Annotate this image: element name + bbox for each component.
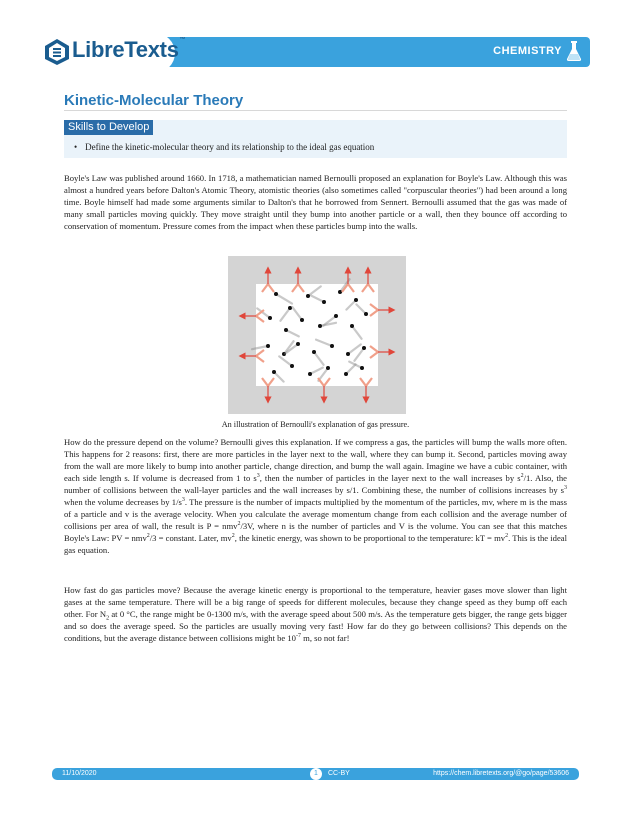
section-label[interactable]: CHEMISTRY bbox=[493, 45, 562, 57]
gas-particle bbox=[326, 366, 330, 370]
gas-particle bbox=[364, 312, 368, 316]
flask-icon bbox=[566, 41, 582, 61]
bernoulli-figure bbox=[228, 256, 406, 414]
logo-text[interactable] bbox=[72, 37, 185, 63]
footer-license[interactable]: CC-BY bbox=[328, 770, 350, 777]
gas-particle bbox=[308, 372, 312, 376]
gas-particle bbox=[288, 306, 292, 310]
skills-heading: Skills to Develop bbox=[64, 120, 153, 135]
gas-particle bbox=[312, 350, 316, 354]
gas-particle bbox=[350, 324, 354, 328]
gas-particle bbox=[272, 370, 276, 374]
gas-particle bbox=[290, 364, 294, 368]
gas-particle bbox=[306, 294, 310, 298]
gas-particle bbox=[268, 316, 272, 320]
footer-url[interactable]: https://chem.libretexts.org/@go/page/53606 bbox=[433, 770, 569, 777]
logo-name: LibreTexts bbox=[72, 37, 179, 62]
footer-page-number: 1 bbox=[310, 768, 322, 780]
skills-box bbox=[64, 120, 567, 158]
gas-particle bbox=[344, 372, 348, 376]
gas-particle bbox=[274, 292, 278, 296]
page-footer bbox=[52, 768, 579, 780]
gas-particle bbox=[360, 366, 364, 370]
paragraph-intro: Boyle's Law was published around 1660. In 1718, a mathematician named Bernoulli proposed an explanation for Boyle's Law. Although this was almost a hundred years before Dalton's Atomic Theory, atomistic theories (also sometimes called "corpuscular theories") had been around a long time. Boyle himself had made some arguments similar to Dalton's that he borrowed from Sennert. Bernoulli assumed that the gas was made of many small particles moving quickly. They move straight until they bump into another particle or a wall, then they bounce off according to conservation of momentum. Pressure comes from the impact when these particles bump into the walls. bbox=[64, 173, 567, 231]
gas-particle bbox=[266, 344, 270, 348]
gas-particle bbox=[362, 346, 366, 350]
skills-item: • Define the kinetic-molecular theory and its relationship to the ideal gas equation bbox=[74, 142, 374, 152]
page-title: Kinetic-Molecular Theory bbox=[64, 92, 244, 109]
figure-caption: An illustration of Bernoulli's explanation of gas pressure. bbox=[221, 420, 410, 429]
gas-particle bbox=[284, 328, 288, 332]
gas-particle bbox=[322, 300, 326, 304]
paragraph-speed: How fast do gas particles move? Because the average kinetic energy is proportional to the temperature, heavier gases move slower than light gases at the same temperature. There will be a big range of speeds for different molecules, because they change speed as they bump off each other. For $N_2$ at 0 °C, the range might be 0-1300 m/s, with the average speed about 500 m/s. As the temperature gets bigger, the range gets bigger and so does the average speed. So the particles are usually moving very fast! How far do they go between collisions? This depends on the conditions, but the average distance between collisions might be $10^{-7}$ m, so not far! bbox=[64, 585, 567, 643]
page-header bbox=[0, 0, 630, 80]
gas-particle bbox=[334, 314, 338, 318]
libretexts-logo-icon bbox=[44, 38, 70, 66]
gas-particle bbox=[346, 352, 350, 356]
gas-particle bbox=[354, 298, 358, 302]
footer-date: 11/10/2020 bbox=[62, 770, 97, 777]
title-divider bbox=[64, 110, 567, 111]
logo-trademark: ™ bbox=[179, 37, 186, 43]
gas-particle bbox=[330, 344, 334, 348]
gas-particle bbox=[318, 324, 322, 328]
gas-particle bbox=[296, 342, 300, 346]
paragraph-pressure: How do the pressure depend on the volume? Bernoulli gives this explanation. If we compress a gas, the particles will bump the walls more often. This happens for 2 reasons: first, there are more particles in the layer next to the wall, where they can bump it. Second, particles moving away from the wall are more likely to bump into another particle, change direction, and bump the wall again. Imagine we have a cubic container, with each side length s. If volume is decreased from 1 to $s^3$, then the number of particles in the layer next to the wall increases by $s^2/1$. Also, the number of collisions between the wall-layer particles and the wall increases by s/1. Combining these, the number of collisions increases by $s^3$ when the volume decreases by $1/s^3$. The pressure is the number of impacts multiplied by the momentum of the particles, mv, where m is the mass of a particle and v is the average velocity. When you calculate the average momentum change from each collision and the average number of collisions per area of wall, the result is P = nmv$^2$/3V, where n is the number of particles and V is the volume. You can see that this matches Boyle's Law: PV = nmv$^2$/3 = constant. Later, $mv^2$, the kinetic energy, was shown to be proportional to the temperature: kT = $mv^2$. This is the ideal gas equation. bbox=[64, 437, 567, 555]
gas-particle bbox=[300, 318, 304, 322]
gas-particle bbox=[338, 290, 342, 294]
